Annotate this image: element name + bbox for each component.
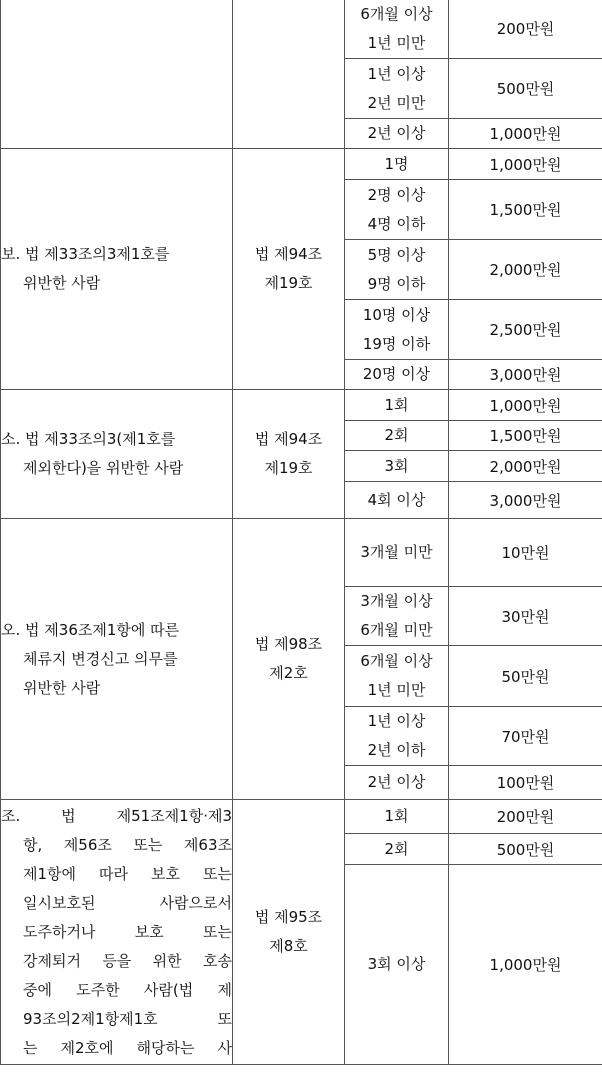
law-article-cell: [233, 149, 345, 390]
table-row: [1, 390, 602, 421]
fine-amount-cell: [449, 646, 602, 707]
fine-amount-text: 70만원: [501, 727, 550, 746]
violation-count-cell: [345, 800, 449, 834]
fine-amount-text: 1,000만원: [489, 396, 562, 415]
violation-cell: [1, 800, 233, 1065]
law-article-text: 제8호: [269, 937, 308, 955]
fine-amount-text: 2,000만원: [489, 261, 562, 279]
fine-amount-cell: [449, 390, 602, 421]
fine-amount-cell: [449, 865, 602, 1065]
fine-amount-text: 10만원: [501, 544, 550, 562]
violation-count-text: 9명 이하: [367, 274, 426, 293]
violation-text: 제외한다)을 위반한 사람: [23, 459, 184, 477]
law-article-cell: [233, 800, 345, 1065]
fine-amount-cell: [449, 834, 602, 865]
violation-count-cell: [345, 300, 449, 360]
law-article-cell: [233, 519, 345, 800]
fine-amount-cell: [449, 451, 602, 482]
violation-text: 항, 제56조 또는 제63조: [23, 835, 232, 854]
violation-cell: [1, 149, 233, 390]
fine-amount-cell: [449, 421, 602, 451]
violation-count-text: 6개월 이상: [360, 652, 433, 670]
violation-count-cell: [345, 451, 449, 482]
violation-count-cell: [345, 707, 449, 766]
fine-amount-text: 1,000만원: [489, 125, 562, 143]
fine-amount-text: 1,000만원: [489, 956, 562, 974]
fine-amount-text: 100만원: [496, 774, 555, 792]
violation-count-text: 10명 이상: [362, 305, 431, 324]
violation-count-text: 2회: [384, 839, 409, 858]
violation-count-cell: [345, 482, 449, 519]
violation-count-text: 20명 이상: [362, 365, 431, 383]
fine-amount-text: 1,000만원: [489, 155, 562, 174]
violation-count-cell: [345, 421, 449, 451]
violation-count-text: 1회: [384, 807, 409, 825]
violation-count-text: 1년 이상: [367, 712, 426, 730]
violation-count-text: 2명 이상: [367, 185, 426, 204]
violation-count-cell: [345, 149, 449, 180]
table-row: [1, 149, 602, 180]
law-article-text: 법 제94조: [254, 245, 323, 263]
fine-amount-text: 3,000만원: [489, 366, 562, 384]
violation-text: 93조의2제1항제1호 또: [23, 1009, 232, 1028]
violation-count-text: 1년 이상: [367, 64, 426, 83]
law-article-text: 법 제98조: [254, 635, 323, 653]
law-article-text: 법 제94조: [254, 430, 323, 448]
violation-count-text: 2년 이상: [367, 124, 426, 142]
violation-text: 소. 법 제33조의3(제1호를: [1, 430, 176, 448]
violation-text: 강제퇴거 등을 위한 호송: [23, 951, 232, 970]
violation-text: 위반한 사람: [23, 678, 101, 697]
violation-text: 조. 법 제51조제1항·제3: [1, 806, 232, 825]
violation-count-text: 6개월 이상: [360, 4, 433, 23]
violation-count-text: 3회: [384, 456, 409, 475]
fine-amount-cell: [449, 59, 602, 119]
violation-count-text: 2년 이하: [367, 741, 426, 759]
fine-amount-text: 2,000만원: [489, 457, 562, 476]
violation-count-text: 2년 이상: [367, 773, 426, 791]
fine-amount-text: 500만원: [496, 840, 555, 859]
violation-count-cell: [345, 180, 449, 240]
fine-amount-cell: [449, 519, 602, 587]
violation-cell: [1, 390, 233, 519]
violation-count-text: 3개월 미만: [360, 543, 433, 561]
fine-amount-cell: [449, 800, 602, 834]
fine-amount-text: 50만원: [501, 667, 550, 686]
fine-amount-cell: [449, 180, 602, 240]
violation-count-text: 3개월 이상: [360, 592, 433, 610]
violation-count-cell: [345, 519, 449, 587]
violation-text: 체류지 변경신고 의무를: [23, 649, 178, 668]
violation-text: 는 제2호에 해당하는 사: [23, 1038, 232, 1057]
violation-count-text: 1회: [384, 395, 409, 414]
fine-amount-cell: [449, 0, 602, 59]
violation-count-cell: [345, 834, 449, 865]
violation-text: 일시보호된 사람으로서: [23, 893, 232, 912]
violation-count-cell: [345, 865, 449, 1065]
fine-amount-cell: [449, 119, 602, 149]
violation-count-text: 4회 이상: [367, 490, 426, 509]
fine-amount-cell: [449, 300, 602, 360]
violation-text: 도주하거나 보호 또는: [23, 922, 232, 941]
violation-count-cell: [345, 0, 449, 59]
fine-amount-text: 30만원: [501, 607, 550, 626]
law-article-text: 제19호: [264, 459, 313, 477]
violation-count-cell: [345, 587, 449, 646]
violation-count-text: 2회: [384, 426, 409, 444]
fine-amount-cell: [449, 766, 602, 800]
fine-amount-text: 3,000만원: [489, 491, 562, 510]
fine-amount-cell: [449, 707, 602, 766]
fine-amount-text: 200만원: [496, 20, 555, 38]
fine-amount-text: 1,500만원: [489, 201, 562, 219]
fine-amount-cell: [449, 482, 602, 519]
violation-count-text: 1년 미만: [367, 681, 426, 699]
fine-amount-cell: [449, 360, 602, 390]
violation-count-text: 5명 이상: [367, 245, 426, 264]
violation-count-cell: [345, 646, 449, 707]
violation-count-text: 1명: [384, 154, 409, 173]
violation-count-text: 2년 미만: [367, 93, 426, 112]
violation-count-text: 6개월 미만: [360, 621, 433, 639]
law-article-cell: [233, 0, 345, 149]
fine-amount-cell: [449, 587, 602, 646]
fine-amount-cell: [449, 149, 602, 180]
fine-amount-text: 1,500만원: [489, 427, 562, 445]
violation-text: 보. 법 제33조의3제1호를: [1, 245, 170, 263]
violation-count-text: 1년 미만: [367, 33, 426, 52]
table-row: [1, 0, 602, 59]
violation-count-text: 19명 이하: [362, 334, 431, 353]
fine-schedule-body: [1, 0, 602, 1065]
fine-amount-cell: [449, 240, 602, 300]
law-article-text: 법 제95조: [254, 908, 323, 926]
violation-count-cell: [345, 240, 449, 300]
violation-text: 제1항에 따라 보호 또는: [23, 864, 232, 883]
violation-text: 오. 법 제36조제1항에 따른: [1, 620, 180, 639]
violation-count-cell: [345, 390, 449, 421]
table-row: [1, 519, 602, 587]
law-article-text: 제2호: [269, 664, 308, 682]
violation-count-cell: [345, 766, 449, 800]
violation-count-cell: [345, 360, 449, 390]
violation-count-text: 3회 이상: [367, 955, 426, 973]
violation-text: 중에 도주한 사람(법 제: [23, 980, 232, 999]
law-article-cell: [233, 390, 345, 519]
violation-count-cell: [345, 59, 449, 119]
violation-cell: [1, 0, 233, 149]
fine-amount-text: 2,500만원: [489, 321, 562, 339]
violation-count-cell: [345, 119, 449, 149]
violation-count-text: 4명 이하: [367, 214, 426, 233]
law-article-text: 제19호: [264, 274, 313, 292]
violation-text: 위반한 사람: [23, 274, 101, 292]
fine-amount-text: 500만원: [496, 80, 555, 98]
fine-amount-text: 200만원: [496, 808, 555, 826]
table-row: [1, 800, 602, 834]
violation-cell: [1, 519, 233, 800]
